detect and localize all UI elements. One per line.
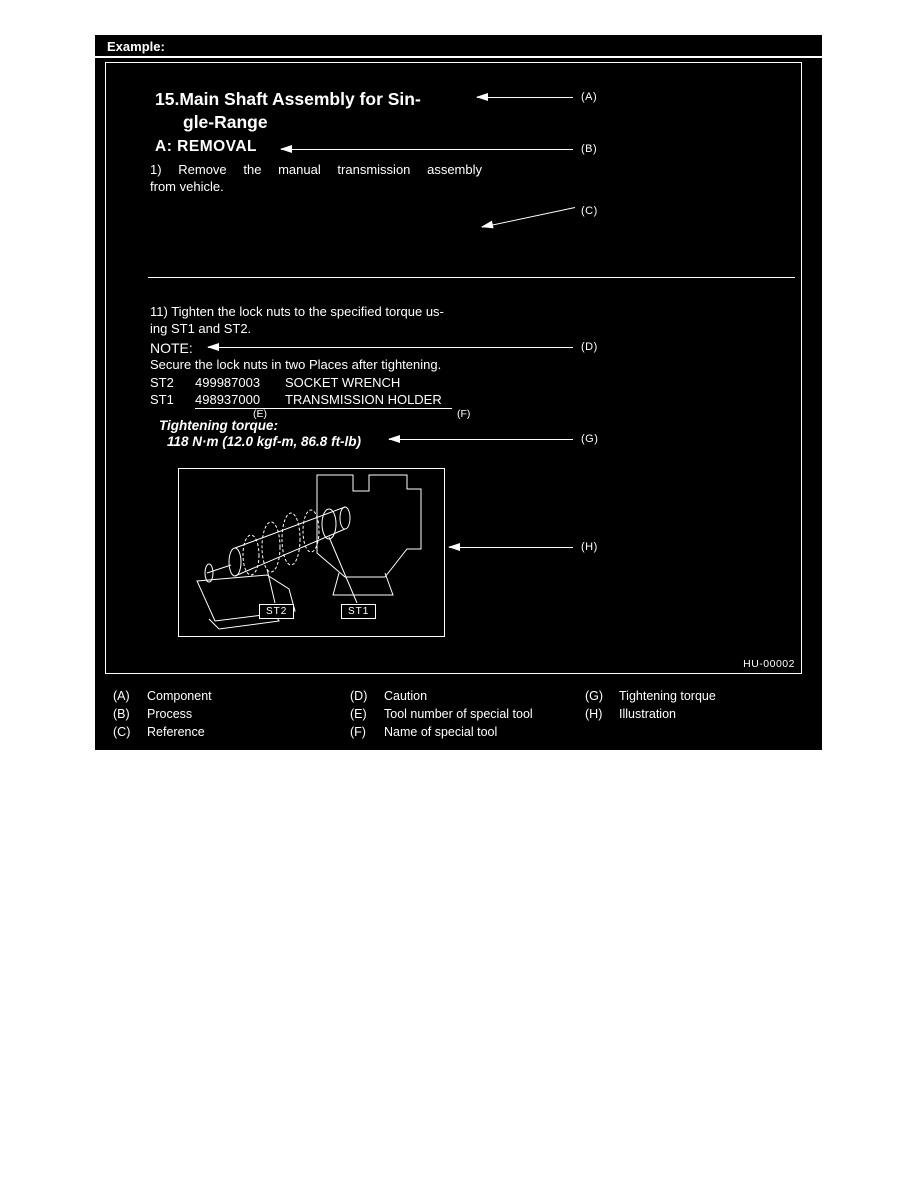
callout-label-e: (E): [253, 408, 267, 420]
step-11-line1: 11) Tighten the lock nuts to the specified torque us-: [150, 304, 444, 319]
arrowhead-icon: [207, 343, 219, 351]
note-label: NOTE:: [150, 340, 193, 356]
callout-arrow-h: [449, 547, 573, 548]
tool-row-st1: [150, 392, 452, 409]
step-1-line2: from vehicle.: [150, 179, 224, 194]
tool-row-st2: [150, 375, 400, 390]
legend-column-2: [350, 687, 533, 741]
legend-label: Tool number of special tool: [384, 707, 533, 721]
legend-label: Tightening torque: [619, 689, 716, 703]
callout-label-c: (C): [581, 205, 598, 217]
callout-label-a: (A): [581, 91, 598, 103]
tool-id: ST1: [150, 392, 174, 407]
legend-label: Process: [147, 707, 193, 721]
illustration-frame: [178, 468, 445, 637]
torque-label: Tightening torque:: [159, 418, 278, 433]
legend-label: Name of special tool: [384, 725, 498, 739]
legend-key: (F): [350, 725, 366, 739]
legend-key: (H): [585, 707, 603, 721]
legend-label: Illustration: [619, 707, 676, 721]
callout-label-h: (H): [581, 541, 598, 553]
step-1-paragraph: [150, 161, 482, 195]
callout-label-b: (B): [581, 143, 598, 155]
callout-label-g: (G): [581, 433, 599, 445]
callout-arrow-a: [477, 97, 573, 98]
example-panel: [95, 35, 822, 750]
legend-key: (E): [350, 707, 367, 721]
legend-key: (D): [350, 689, 368, 703]
legend-item: [585, 687, 716, 705]
legend-column-3: [585, 687, 716, 723]
tool-number: 498937000: [195, 392, 285, 409]
tool-name: SOCKET WRENCH: [285, 375, 401, 390]
legend-column-1: [113, 687, 212, 741]
legend-item: [113, 705, 212, 723]
section-title: [155, 88, 421, 134]
tool-number: 499987003: [195, 375, 261, 390]
step-11-line2: ing ST1 and ST2.: [150, 321, 252, 336]
doc-code: HU-00002: [743, 658, 795, 670]
legend-item: [350, 687, 533, 705]
example-label: Example:: [107, 39, 165, 54]
illustration-st1-tag: ST1: [341, 604, 376, 619]
arrowhead-icon: [280, 145, 292, 153]
tool-name: TRANSMISSION HOLDER: [285, 392, 452, 409]
callout-arrow-d: [208, 347, 573, 348]
illustration-st2-tag: ST2: [259, 604, 294, 619]
example-underline: [95, 56, 822, 58]
step-11-paragraph: [150, 303, 444, 337]
legend-key: (G): [585, 689, 604, 703]
legend-item: [585, 705, 716, 723]
step-1-line1: 1) Remove the manual transmission assembly: [150, 162, 482, 177]
tool-id: ST2: [150, 375, 174, 390]
callout-arrow-g: [389, 439, 573, 440]
arrowhead-icon: [476, 93, 488, 101]
callout-label-d: (D): [581, 341, 598, 353]
callout-label-f: (F): [457, 408, 471, 420]
legend-item: [113, 687, 212, 705]
section-title-line2: gle-Range: [183, 112, 268, 132]
legend-label: Caution: [384, 689, 428, 703]
legend-key: (B): [113, 707, 130, 721]
section-title-line1: 15.Main Shaft Assembly for Sin-: [155, 89, 421, 109]
arrowhead-icon: [388, 435, 400, 443]
legend-label: Component: [147, 689, 212, 703]
legend-key: (A): [113, 689, 130, 703]
transmission-illustration: [179, 469, 442, 634]
arrowhead-icon: [448, 543, 460, 551]
callout-arrow-b: [281, 149, 573, 150]
section-divider: [148, 277, 795, 278]
legend-item: [350, 723, 533, 741]
torque-value: 118 N·m (12.0 kgf-m, 86.8 ft-lb): [167, 434, 362, 449]
note-text: Secure the lock nuts in two Places after tightening.: [150, 357, 442, 372]
legend-label: Reference: [147, 725, 205, 739]
legend-item: [350, 705, 533, 723]
legend-key: (C): [113, 725, 131, 739]
legend-item: [113, 723, 212, 741]
removal-heading: A: REMOVAL: [155, 138, 258, 155]
